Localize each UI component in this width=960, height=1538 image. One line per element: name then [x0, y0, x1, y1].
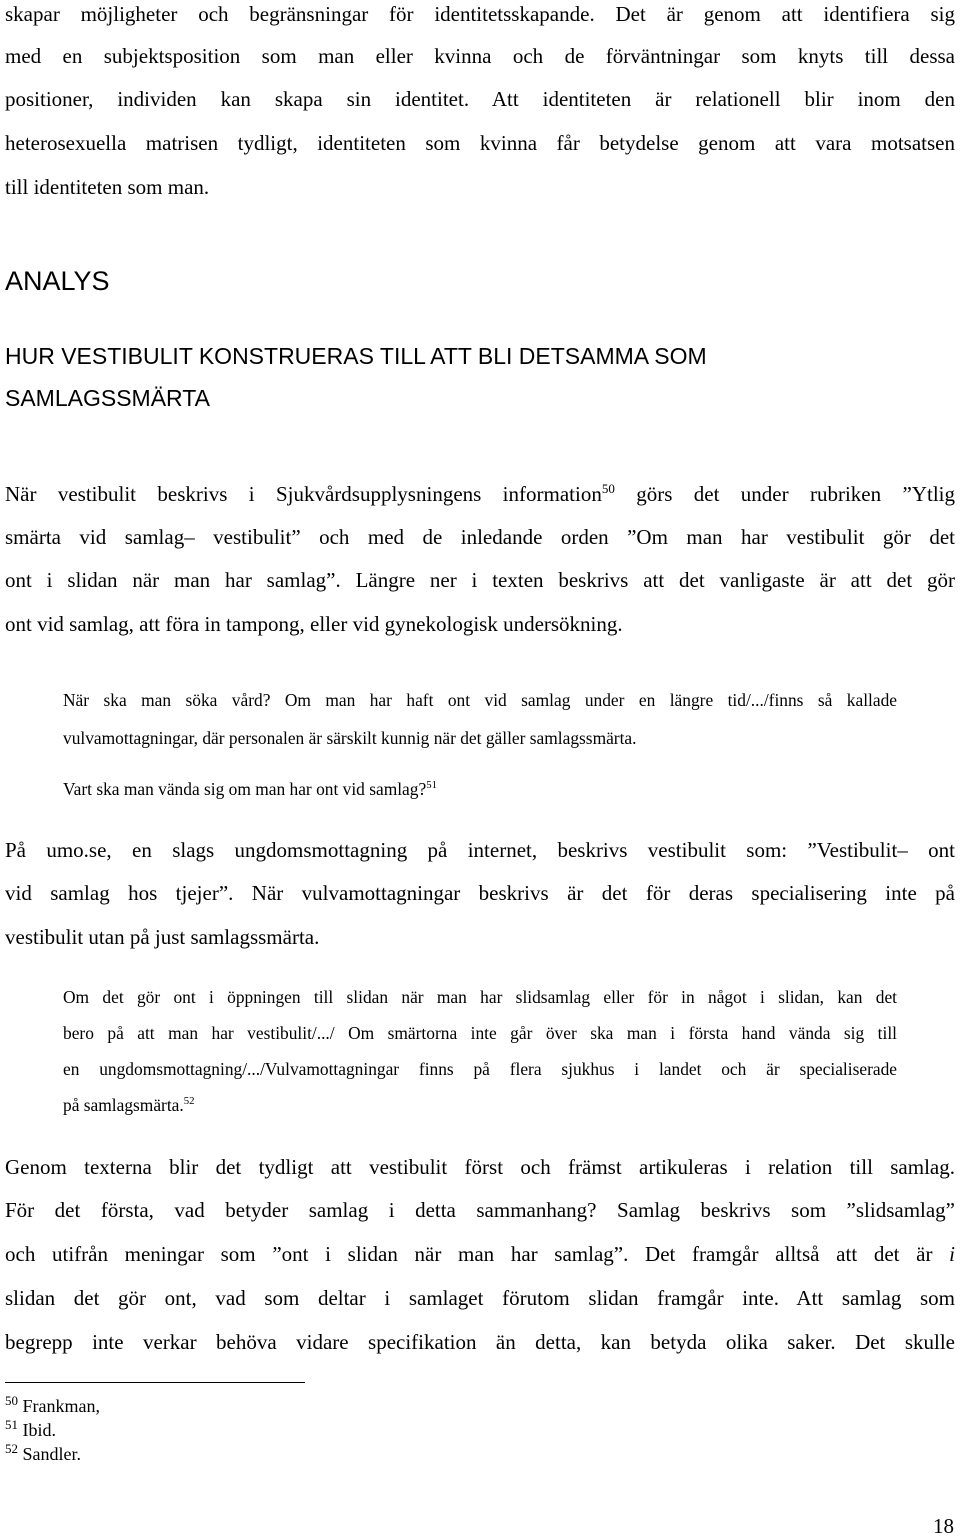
- subsection-heading-line: HUR VESTIBULIT KONSTRUERAS TILL ATT BLI DETSAMMA SOM: [5, 343, 707, 369]
- body-text-line: smärta vid samlag– vestibulit” och med de inledande orden ”Om man har vestibulit gör det: [5, 525, 955, 549]
- footnote-number: 50: [5, 1393, 18, 1408]
- footnote-number: 51: [5, 1417, 18, 1432]
- emphasis-text: i: [949, 1242, 955, 1266]
- text-span: på samlagsmärta.: [63, 1095, 184, 1115]
- block-quote-line: bero på att man har vestibulit/.../ Om smärtorna inte går över ska man i första hand vända sig till: [63, 1023, 897, 1043]
- body-text-line: positioner, individen kan skapa sin identitet. Att identiteten är relationell blir inom den: [5, 87, 955, 111]
- block-quote-line: en ungdomsmottagning/.../Vulvamottagningar finns på flera sjukhus i landet och är specialiserade: [63, 1059, 897, 1079]
- body-text-line: begrepp inte verkar behöva vidare specifikation än detta, kan betyda olika saker. Det skulle: [5, 1330, 955, 1354]
- footnote-ref[interactable]: 50: [601, 481, 615, 496]
- subsection-heading-line: SAMLAGSSMÄRTA: [5, 385, 210, 411]
- footnote-ref[interactable]: 52: [183, 1095, 195, 1108]
- body-text-line: [5, 1240, 955, 1268]
- text-span: Vart ska man vända sig om man har ont vid samlag?: [63, 779, 427, 799]
- block-quote-line: När ska man söka vård? Om man har haft ont vid samlag under en längre tid/.../finns så kallade: [63, 690, 897, 710]
- page-number: 18: [933, 1514, 954, 1538]
- block-quote-line: vulvamottagningar, där personalen är särskilt kunnig när det gäller samlagssmärta.: [63, 728, 637, 748]
- block-quote-line: Om det gör ont i öppningen till slidan när man har slidsamlag eller för in något i slidan, kan det: [63, 987, 897, 1007]
- body-text-line: ont i slidan när man har samlag”. Längre ner i texten beskrivs att det vanligaste är att det gör: [5, 568, 955, 592]
- block-quote-line: [63, 777, 897, 801]
- footnote-ref[interactable]: 51: [426, 779, 437, 792]
- text-span: När vestibulit beskrivs i Sjukvårdsupplysningens information: [5, 482, 602, 506]
- footnote-text: Sandler.: [22, 1444, 81, 1464]
- footnote-number: 52: [5, 1441, 18, 1456]
- footnote: [5, 1419, 56, 1441]
- block-quote-line: [63, 1093, 897, 1117]
- body-text-line: skapar möjligheter och begränsningar för identitetsskapande. Det är genom att identifiera sig: [5, 2, 955, 26]
- body-text-line: heterosexuella matrisen tydligt, identiteten som kvinna får betydelse genom att vara motsatsen: [5, 131, 955, 155]
- body-text-line: till identiteten som man.: [5, 175, 210, 199]
- footnote-text: Ibid.: [22, 1420, 56, 1440]
- body-text-line: Genom texterna blir det tydligt att vestibulit först och främst artikuleras i relation till samlag.: [5, 1155, 955, 1179]
- body-text-line: ont vid samlag, att föra in tampong, eller vid gynekologisk undersökning.: [5, 612, 623, 636]
- body-text-line: vid samlag hos tjejer”. När vulvamottagningar beskrivs är det för deras specialisering inte på: [5, 881, 955, 905]
- body-text-line: På umo.se, en slags ungdomsmottagning på internet, beskrivs vestibulit som: ”Vestibulit– ont: [5, 838, 955, 862]
- body-text-line: med en subjektsposition som man eller kvinna och de förväntningar som knyts till dessa: [5, 44, 955, 68]
- footnote: [5, 1443, 81, 1465]
- text-span: görs det under rubriken ”Ytlig: [614, 482, 955, 506]
- footnote: [5, 1395, 100, 1417]
- text-span: och utifrån meningar som ”ont i slidan när man har samlag”. Det framgår alltså att det är: [5, 1242, 950, 1266]
- footnote-text: Frankman,: [22, 1396, 100, 1416]
- body-text-line: vestibulit utan på just samlagssmärta.: [5, 925, 320, 949]
- body-text-line: slidan det gör ont, vad som deltar i samlaget förutom slidan framgår inte. Att samlag som: [5, 1286, 955, 1310]
- footnote-separator: [5, 1382, 305, 1383]
- section-heading: ANALYS: [5, 266, 110, 296]
- body-text-line: För det första, vad betyder samlag i detta sammanhang? Samlag beskrivs som ”slidsamlag”: [5, 1198, 955, 1222]
- body-text-line: [5, 480, 955, 508]
